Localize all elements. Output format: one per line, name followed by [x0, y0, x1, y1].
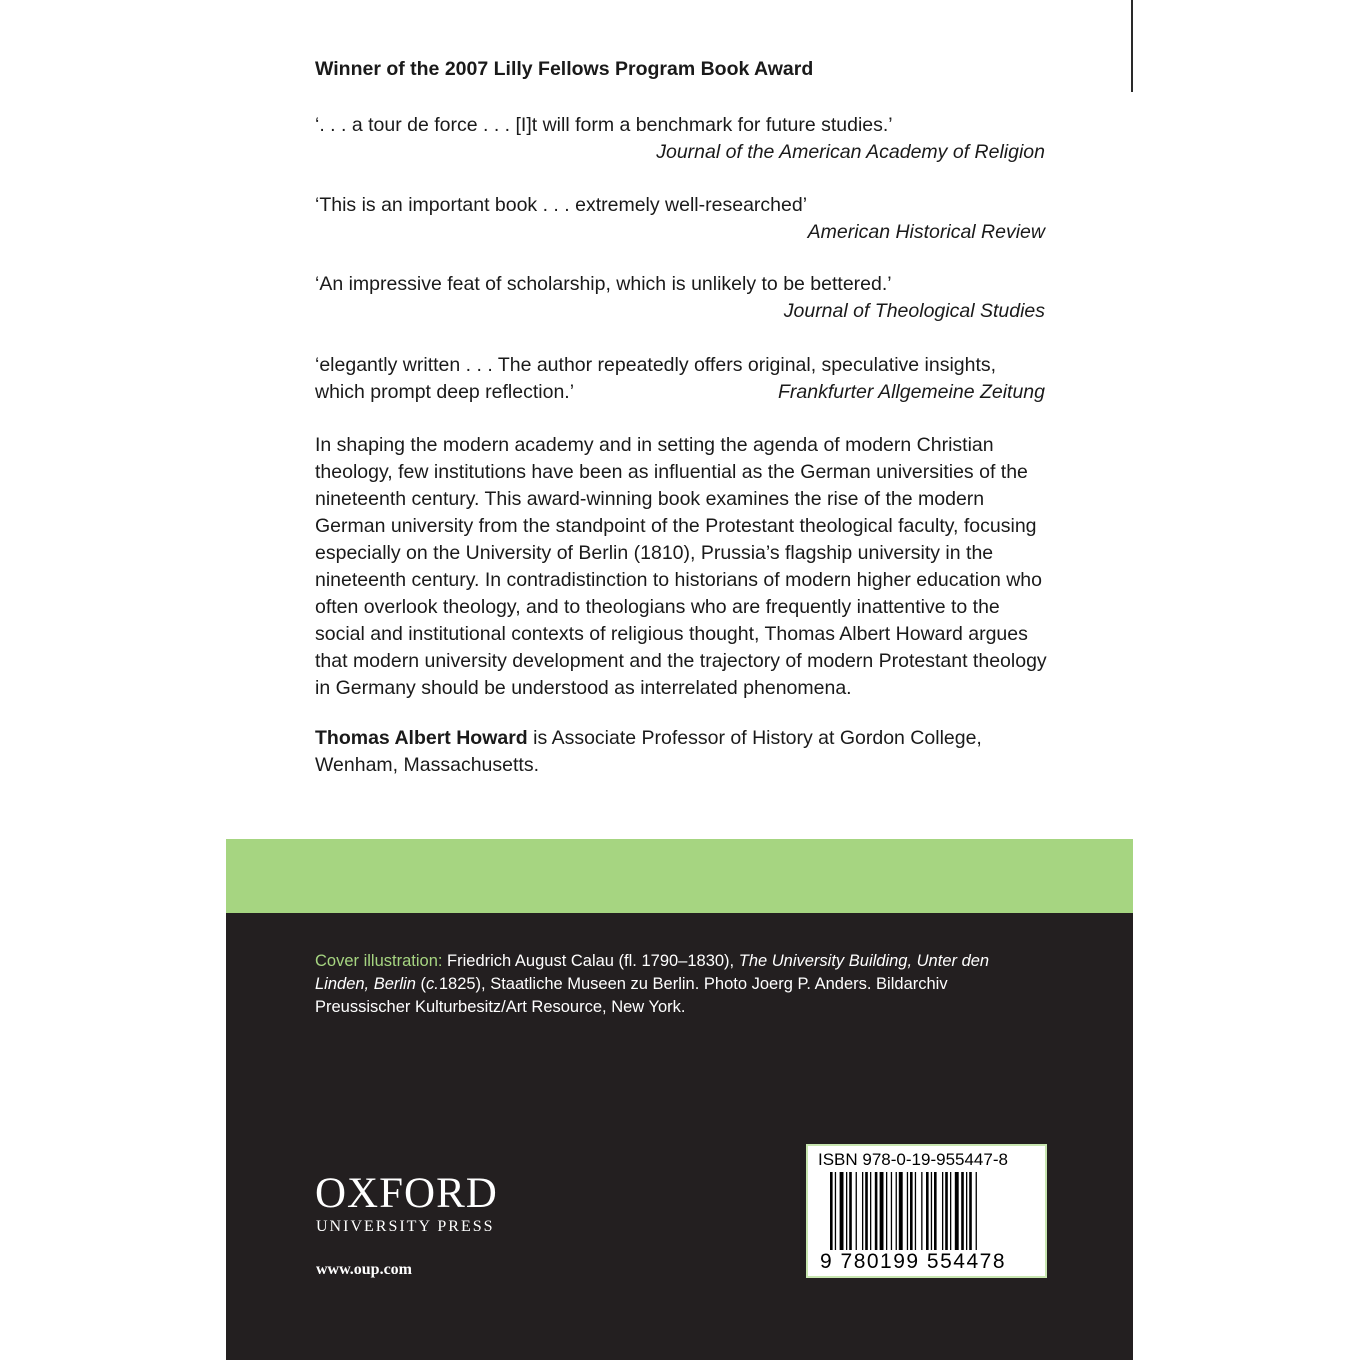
barcode-bar: [886, 1172, 887, 1250]
quote-2: [315, 192, 1045, 246]
barcode-bars: [830, 1172, 1026, 1252]
credit-text: (: [415, 975, 426, 993]
book-description: In shaping the modern academy and in setting the agenda of modern Christian theology, few institutions have been as influential as the German universities of the nineteenth century. This award-winning book examines the rise of the modern German university from the standpoint of the Protestant theological faculty, focusing especially on the University of Berlin (1810), Prussia’s flagship university in the nineteenth century. In contradistinction to historians of modern higher education who often overlook theology, and to theologians who are frequently inattentive to the social and institutional contexts of religious thought, Thomas Albert Howard argues that modern university development and the trajectory of modern Protestant theology in Germany should be understood as interrelated phenomena.: [315, 434, 1047, 699]
isbn-digits: 9 780199 554478: [820, 1250, 1006, 1273]
barcode-bar: [915, 1172, 916, 1250]
barcode-bar: [899, 1172, 903, 1250]
barcode-bar: [976, 1172, 977, 1250]
barcode-bar: [830, 1172, 833, 1250]
cover-credit: [315, 950, 1015, 1019]
barcode-bar: [961, 1172, 964, 1250]
quote-source: American Historical Review: [807, 221, 1045, 243]
spine-edge-line: [1131, 0, 1133, 92]
publisher-logo: OXFORD: [315, 1170, 498, 1217]
barcode-bar: [856, 1172, 857, 1250]
barcode-bar: [955, 1172, 959, 1250]
barcode-bar: [846, 1172, 847, 1250]
barcode-bar: [907, 1172, 908, 1250]
barcode-bar: [926, 1172, 929, 1250]
barcode-bar: [840, 1172, 844, 1250]
quote-text: ‘An impressive feat of scholarship, which is unlikely to be bettered.’: [315, 273, 892, 295]
barcode-bar: [942, 1172, 943, 1250]
quote-source: Frankfurter Allgemeine Zeitung: [778, 381, 1045, 403]
quote-text-line1: ‘elegantly written . . . The author repeatedly offers original, speculative insights,: [315, 354, 997, 376]
barcode-bar: [921, 1172, 922, 1250]
barcode-bar: [910, 1172, 913, 1250]
barcode-bar: [865, 1172, 868, 1250]
barcode-bar: [880, 1172, 884, 1250]
barcode: [806, 1144, 1047, 1278]
quote-1: [315, 112, 1045, 166]
barcode-bar: [896, 1172, 897, 1250]
barcode-bar: [969, 1172, 972, 1250]
barcode-bar: [862, 1172, 863, 1250]
barcode-bar: [849, 1172, 852, 1250]
barcode-bar: [875, 1172, 878, 1250]
publisher-subtitle: UNIVERSITY PRESS: [316, 1218, 495, 1235]
barcode-bar: [891, 1172, 892, 1250]
award-heading: Winner of the 2007 Lilly Fellows Program Book Award: [315, 58, 814, 80]
quote-source: Journal of Theological Studies: [783, 300, 1045, 322]
quote-text: ‘. . . a tour de force . . . [I]t will form a benchmark for future studies.’: [315, 114, 893, 136]
quote-4: [315, 352, 1045, 406]
quote-3: [315, 271, 1045, 325]
barcode-bar: [950, 1172, 951, 1250]
credit-text: 1825), Staatliche Museen zu Berlin. Photo Joerg P. Anders. Bildarchiv Preussischer Kulturbesitz/Art Resource, New York.: [315, 975, 948, 1016]
author-name: Thomas Albert Howard: [315, 727, 528, 749]
credit-text: Friedrich August Calau (fl. 1790–1830),: [442, 952, 739, 970]
quote-text-line2: which prompt deep reflection.’: [315, 381, 575, 403]
isbn-label: ISBN 978-0-19-955447-8: [818, 1150, 1008, 1169]
barcode-bar: [870, 1172, 871, 1250]
quote-text: ‘This is an important book . . . extremely well-researched’: [315, 194, 808, 216]
author-description: is Associate Professor of History at Gordon College, Wenham, Massachusetts.: [315, 727, 982, 776]
barcode-bar: [966, 1172, 967, 1250]
barcode-bar: [931, 1172, 932, 1250]
credit-artwork-title: The University Building, Unter den Linden, Berlin: [315, 952, 990, 993]
credit-circa: c.: [426, 975, 439, 993]
publisher-url[interactable]: www.oup.com: [316, 1261, 413, 1278]
credit-label: Cover illustration:: [315, 952, 443, 970]
author-bio: [315, 725, 1050, 779]
barcode-bar: [945, 1172, 948, 1250]
green-band: [226, 839, 1133, 913]
quote-source: Journal of the American Academy of Religion: [656, 141, 1045, 163]
barcode-bar: [835, 1172, 836, 1250]
barcode-bar: [934, 1172, 937, 1250]
